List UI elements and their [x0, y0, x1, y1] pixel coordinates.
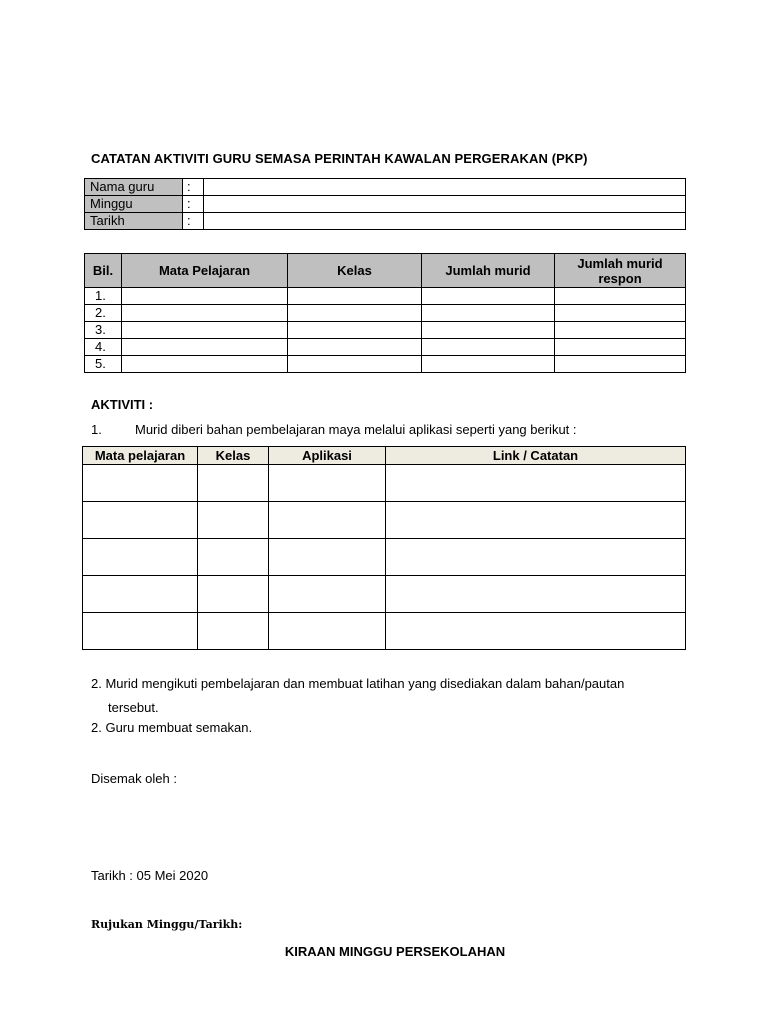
- table-row: [83, 613, 686, 650]
- info-value-nama[interactable]: [204, 179, 686, 196]
- table-cell[interactable]: [288, 339, 422, 356]
- table-cell[interactable]: [386, 465, 686, 502]
- info-colon: :: [183, 196, 204, 213]
- info-value-tarikh[interactable]: [204, 213, 686, 230]
- reference-label: Rujukan Minggu/Tarikh:: [91, 918, 243, 931]
- table-cell[interactable]: [288, 288, 422, 305]
- application-table-header: [83, 447, 686, 465]
- table-cell[interactable]: [288, 322, 422, 339]
- table-cell[interactable]: [555, 288, 686, 305]
- table-cell[interactable]: [269, 465, 386, 502]
- header-jumlah-murid: Jumlah murid: [422, 254, 555, 288]
- table-cell[interactable]: [83, 613, 198, 650]
- section-heading: KIRAAN MINGGU PERSEKOLAHAN: [284, 944, 506, 959]
- date-text: Tarikh : 05 Mei 2020: [91, 868, 209, 883]
- row-number: 1.: [85, 288, 122, 305]
- header-kelas: Kelas: [198, 447, 269, 465]
- header-jumlah-murid-respon: Jumlah murid respon: [555, 254, 686, 288]
- header-mata-pelajaran: Mata pelajaran: [83, 447, 198, 465]
- document-title: CATATAN AKTIVITI GURU SEMASA PERINTAH KAWALAN PERGERAKAN (PKP): [91, 151, 588, 166]
- table-cell[interactable]: [198, 465, 269, 502]
- application-table: [82, 446, 686, 650]
- aktiviti-heading: AKTIVITI :: [91, 397, 154, 412]
- item-1-text: Murid diberi bahan pembelajaran maya melalui aplikasi seperti yang berikut :: [135, 422, 577, 437]
- table-cell[interactable]: [83, 576, 198, 613]
- table-cell[interactable]: [422, 356, 555, 373]
- header-kelas: Kelas: [288, 254, 422, 288]
- table-cell[interactable]: [269, 502, 386, 539]
- table-cell[interactable]: [122, 305, 288, 322]
- table-row: [85, 322, 686, 339]
- class-table: [84, 253, 686, 373]
- table-cell[interactable]: [386, 502, 686, 539]
- info-colon: :: [183, 179, 204, 196]
- table-row: [83, 465, 686, 502]
- table-cell[interactable]: [555, 339, 686, 356]
- info-row-tarikh: [85, 213, 686, 230]
- table-row: [83, 539, 686, 576]
- teacher-info-table: [84, 178, 686, 230]
- table-cell[interactable]: [269, 576, 386, 613]
- row-number: 2.: [85, 305, 122, 322]
- header-mata-pelajaran: Mata Pelajaran: [122, 254, 288, 288]
- item-3-text: 2. Guru membuat semakan.: [91, 720, 253, 735]
- table-cell[interactable]: [422, 322, 555, 339]
- disemak-label: Disemak oleh :: [91, 771, 177, 786]
- table-cell[interactable]: [386, 539, 686, 576]
- info-label-tarikh: Tarikh: [85, 213, 183, 230]
- table-cell[interactable]: [555, 356, 686, 373]
- table-cell[interactable]: [122, 288, 288, 305]
- table-cell[interactable]: [83, 502, 198, 539]
- table-row: [85, 288, 686, 305]
- table-cell[interactable]: [555, 305, 686, 322]
- table-row: [83, 576, 686, 613]
- header-link-catatan: Link / Catatan: [386, 447, 686, 465]
- table-cell[interactable]: [422, 339, 555, 356]
- table-cell[interactable]: [198, 502, 269, 539]
- row-number: 5.: [85, 356, 122, 373]
- table-row: [85, 356, 686, 373]
- info-colon: :: [183, 213, 204, 230]
- table-cell[interactable]: [122, 322, 288, 339]
- table-row: [85, 305, 686, 322]
- table-cell[interactable]: [122, 356, 288, 373]
- table-cell[interactable]: [269, 539, 386, 576]
- table-cell[interactable]: [83, 539, 198, 576]
- header-aplikasi: Aplikasi: [269, 447, 386, 465]
- table-cell[interactable]: [198, 539, 269, 576]
- table-cell[interactable]: [269, 613, 386, 650]
- table-cell[interactable]: [288, 356, 422, 373]
- table-cell[interactable]: [422, 288, 555, 305]
- item-2-paragraph: [91, 672, 691, 720]
- info-label-nama: Nama guru: [85, 179, 183, 196]
- table-cell[interactable]: [555, 322, 686, 339]
- row-number: 4.: [85, 339, 122, 356]
- header-bil: Bil.: [85, 254, 122, 288]
- table-cell[interactable]: [422, 305, 555, 322]
- table-cell[interactable]: [198, 576, 269, 613]
- table-cell[interactable]: [83, 465, 198, 502]
- table-cell[interactable]: [386, 613, 686, 650]
- item-1-number: 1.: [91, 422, 102, 437]
- table-cell[interactable]: [288, 305, 422, 322]
- table-row: [83, 502, 686, 539]
- class-table-header: [85, 254, 686, 288]
- table-cell[interactable]: [386, 576, 686, 613]
- info-row-nama: [85, 179, 686, 196]
- item-2-line-2: tersebut.: [108, 700, 159, 715]
- info-label-minggu: Minggu: [85, 196, 183, 213]
- table-row: [85, 339, 686, 356]
- info-value-minggu[interactable]: [204, 196, 686, 213]
- table-cell[interactable]: [122, 339, 288, 356]
- row-number: 3.: [85, 322, 122, 339]
- table-cell[interactable]: [198, 613, 269, 650]
- info-row-minggu: [85, 196, 686, 213]
- item-2-line-1: 2. Murid mengikuti pembelajaran dan membuat latihan yang disediakan dalam bahan/pautan: [91, 676, 625, 691]
